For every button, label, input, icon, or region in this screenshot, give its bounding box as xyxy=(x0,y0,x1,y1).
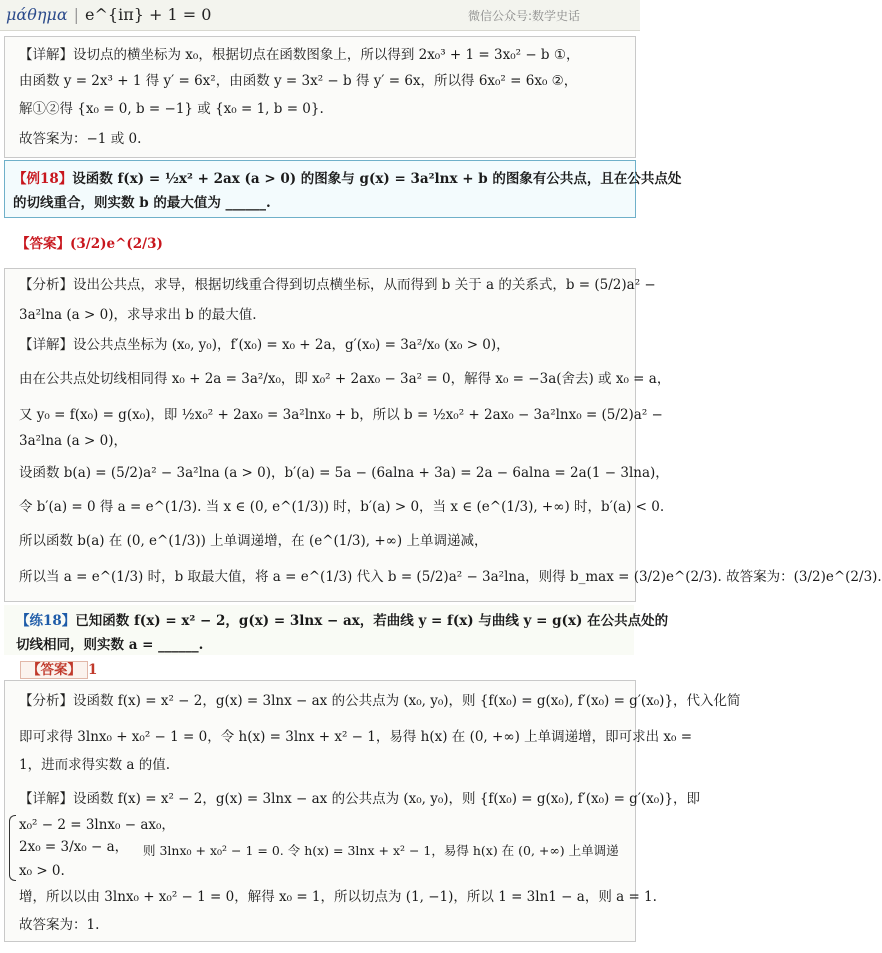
analysis-p18-line-5: 则 3lnx₀ + x₀² − 1 = 0. 令 h(x) = 3lnx + x² − 1，易得 h(x) 在 (0, +∞) 上单调递 xyxy=(143,843,619,858)
example-18-tag: 【例18】 xyxy=(13,171,73,187)
answer-18-tag: 【答案】 xyxy=(16,236,70,252)
analysis-p18-line-6: 增，所以以由 3lnx₀ + x₀² − 1 = 0，解得 x₀ = 1，所以切点为 (1, −1)，所以 1 = 3ln1 − a，则 a = 1. xyxy=(19,889,657,905)
analysis-18-line-10: 所以当 a = e^(1/3) 时，b 取最大值，将 a = e^(1/3) 代入 b = (5/2)a² − 3a²lna，则得 b_max = (3/2)e^(2/3). 故答案为：(3/2)e^(2/3). xyxy=(19,569,882,585)
brand-logo xyxy=(6,5,211,24)
analysis-p18-line-2: 即可求得 3lnx₀ + x₀² − 1 = 0，令 h(x) = 3lnx + x² − 1，易得 h(x) 在 (0, +∞) 上单调递增，即可求出 x₀ = xyxy=(19,729,693,745)
prev-line-2: 由函数 y = 2x³ + 1 得 y′ = 6x²，由函数 y = 3x² − b 得 y′ = 6x，所以得 6x₀² = 6x₀ ②， xyxy=(19,73,578,89)
analysis-18-box xyxy=(4,268,882,602)
analysis-18-line-3: 【详解】设公共点坐标为 (x₀, y₀)，f′(x₀) = x₀ + 2a，g′(x₀) = 3a²/x₀ (x₀ > 0)， xyxy=(19,337,510,353)
analysis-p18-line-1: 【分析】设函数 f(x) = x² − 2，g(x) = 3lnx − ax 的公共点为 (x₀, y₀)，则 {f(x₀) = g(x₀), f′(x₀) = g′(x₀)}，代入化简 xyxy=(19,693,741,709)
previous-solution-box xyxy=(4,36,636,158)
prev-line-4: 故答案为：−1 或 0. xyxy=(19,131,142,147)
answer-practice-18-value: 1 xyxy=(88,662,98,678)
analysis-p18-line-7: 故答案为：1. xyxy=(19,917,100,933)
example-18-box xyxy=(4,160,682,218)
brand-equation: e^{iπ} + 1 = 0 xyxy=(85,5,212,24)
practice-18-line-1: 已知函数 f(x) = x² − 2，g(x) = 3lnx − ax，若曲线 y = f(x) 与曲线 y = g(x) 在公共点处的 xyxy=(75,613,669,629)
answer-practice-18-tag: 【答案】 xyxy=(20,661,88,679)
analysis-p18-system-2: 2x₀ = 3/x₀ − a， xyxy=(19,839,129,855)
analysis-18-line-8: 令 b′(a) = 0 得 a = e^(1/3). 当 x ∈ (0, e^(1/3)) 时，b′(a) > 0，当 x ∈ (e^(1/3), +∞) 时，b′(a) < 0. xyxy=(19,499,665,515)
system-brace xyxy=(9,815,16,881)
wechat-account-label: 微信公众号:数学史话 xyxy=(467,9,580,23)
example-18-line-1: 设函数 f(x) = ½x² + 2ax (a > 0) 的图象与 g(x) = 3a²lnx + b 的图象有公共点，且在公共点处 xyxy=(72,171,682,187)
analysis-18-line-9: 所以函数 b(a) 在 (0, e^(1/3)) 上单调递增，在 (e^(1/3), +∞) 上单调递减， xyxy=(19,533,488,549)
answer-18 xyxy=(16,232,163,252)
header-bar xyxy=(0,0,640,31)
prev-line-3: 解①②得 {x₀ = 0, b = −1} 或 {x₀ = 1, b = 0}. xyxy=(19,101,324,117)
prev-line-1: 【详解】设切点的横坐标为 x₀，根据切点在函数图象上，所以得到 2x₀³ + 1 = 3x₀² − b ①， xyxy=(19,47,580,63)
answer-18-value: (3/2)e^(2/3) xyxy=(70,236,163,252)
analysis-18-line-7: 设函数 b(a) = (5/2)a² − 3a²lna (a > 0)，b′(a) = 5a − (6alna + 3a) = 2a − 6alna = 2a(1 − 3lna)， xyxy=(19,465,669,481)
practice-18-box xyxy=(4,605,669,655)
analysis-p18-system-3: x₀ > 0. xyxy=(19,863,65,879)
practice-18-tag: 【练18】 xyxy=(16,613,76,629)
analysis-18-line-2: 3a²lna (a > 0)，求导求出 b 的最大值. xyxy=(19,307,257,323)
brand-separator: | xyxy=(73,5,80,24)
analysis-18-line-6: 3a²lna (a > 0)， xyxy=(19,433,127,449)
practice-18-line-2: 切线相同，则实数 a = ______. xyxy=(16,637,204,653)
example-18-line-2: 的切线重合，则实数 b 的最大值为 ______. xyxy=(13,195,271,211)
analysis-18-line-1: 【分析】设出公共点，求导，根据切线重合得到切点横坐标，从而得到 b 关于 a 的关系式，b = (5/2)a² − xyxy=(19,277,656,293)
brand-greek: μάθημα xyxy=(6,5,68,24)
analysis-p18-system-1: x₀² − 2 = 3lnx₀ − ax₀， xyxy=(19,817,175,833)
analysis-p18-line-3: 1，进而求得实数 a 的值. xyxy=(19,757,171,773)
analysis-18-line-4: 由在公共点处切线相同得 x₀ + 2a = 3a²/x₀，即 x₀² + 2ax₀ − 3a² = 0，解得 x₀ = −3a(舍去) 或 x₀ = a， xyxy=(19,371,671,387)
analysis-practice-18-box xyxy=(4,680,741,942)
answer-practice-18 xyxy=(20,658,97,678)
analysis-p18-line-4: 【详解】设函数 f(x) = x² − 2，g(x) = 3lnx − ax 的公共点为 (x₀, y₀)，则 {f(x₀) = g(x₀), f′(x₀) = g′(x₀)}，即 xyxy=(19,791,701,807)
analysis-18-line-5: 又 y₀ = f(x₀) = g(x₀)，即 ½x₀² + 2ax₀ = 3a²lnx₀ + b，所以 b = ½x₀² + 2ax₀ − 3a²lnx₀ = (5/2)a² − xyxy=(19,407,663,423)
